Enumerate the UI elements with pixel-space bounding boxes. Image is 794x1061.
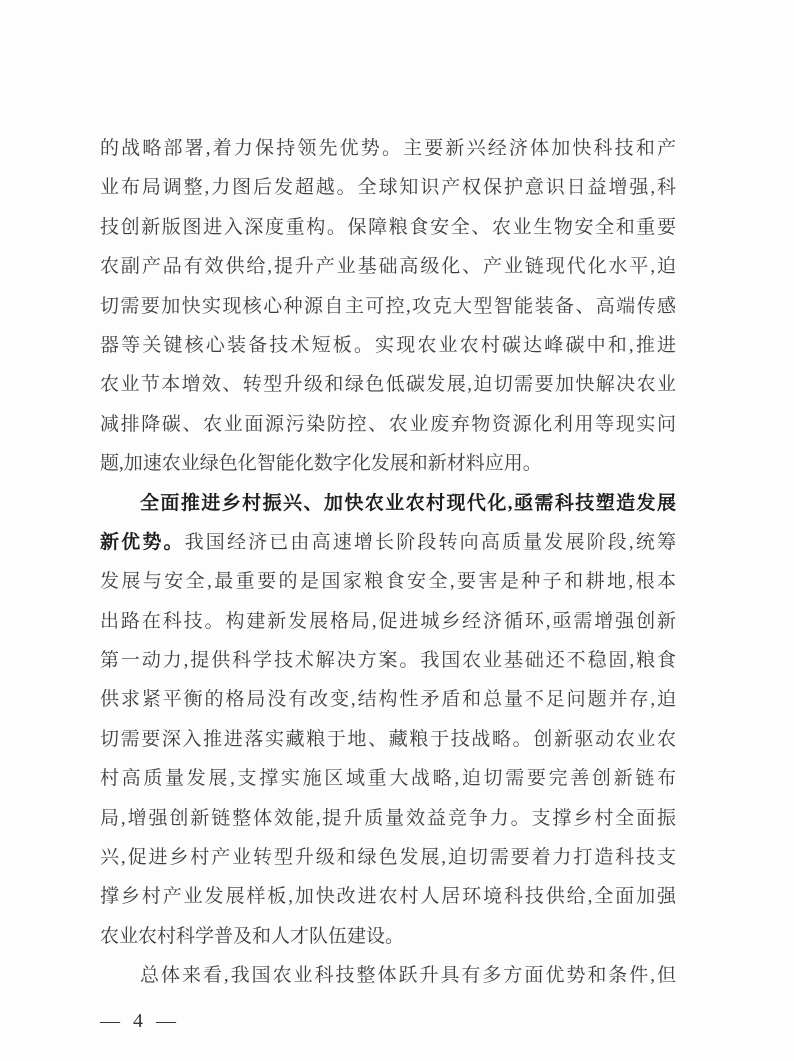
bold-text-segment: 全面推进乡村振兴、加快农业农村现代化,亟需科技塑造发展 xyxy=(140,492,676,514)
body-text-segment: 器等关键核心装备技术短板。实现农业农村碳达峰碳中和,推进 xyxy=(100,334,676,356)
text-line xyxy=(100,956,676,995)
body-text-segment: 出路在科技。构建新发展格局,促进城乡经济循环,亟需增强创新 xyxy=(100,610,676,632)
body-text-segment: 技创新版图进入深度重构。保障粮食安全、农业生物安全和重要 xyxy=(100,216,676,238)
text-line xyxy=(100,917,676,956)
body-text-segment: 我国经济已由高速增长阶段转向高质量发展阶段,统筹 xyxy=(184,531,676,553)
body-text-segment: 题,加速农业绿色化智能化数字化发展和新材料应用。 xyxy=(100,453,542,475)
body-text-segment: 切需要加快实现核心种源自主可控,攻克大型智能装备、高端传感 xyxy=(100,295,676,317)
text-line xyxy=(100,877,676,916)
text-line xyxy=(100,484,676,523)
body-text-segment: 总体来看,我国农业科技整体跃升具有多方面优势和条件,但 xyxy=(140,965,676,987)
text-line xyxy=(100,247,676,286)
text-line xyxy=(100,602,676,641)
body-text-segment: 的战略部署,着力保持领先优势。主要新兴经济体加快科技和产 xyxy=(100,138,676,159)
text-line xyxy=(100,326,676,365)
text-line xyxy=(100,838,676,877)
body-text-segment: 局,增强创新链整体效能,提升质量效益竞争力。支撑乡村全面振 xyxy=(100,807,676,829)
body-text-segment: 业布局调整,力图后发超越。全球知识产权保护意识日益增强,科 xyxy=(100,177,676,199)
text-line xyxy=(100,680,676,719)
bold-text-segment: 新优势。 xyxy=(100,531,185,553)
text-line xyxy=(100,129,676,168)
text-line xyxy=(100,365,676,404)
body-text-segment: 撑乡村产业发展样板,加快改进农村人居环境科技供给,全面加强 xyxy=(100,886,676,908)
text-line xyxy=(100,799,676,838)
body-text-segment: 兴,促进乡村产业转型升级和绿色发展,迫切需要着力打造科技支 xyxy=(100,847,676,869)
text-block xyxy=(100,129,676,996)
text-line xyxy=(100,720,676,759)
body-text-segment: 第一动力,提供科学技术解决方案。我国农业基础还不稳固,粮食 xyxy=(100,650,676,672)
text-line xyxy=(100,562,676,601)
text-line xyxy=(100,168,676,207)
body-text-segment: 发展与安全,最重要的是国家粮食安全,要害是种子和耕地,根本 xyxy=(100,571,676,593)
page-number: — 4 — xyxy=(100,1010,180,1032)
body-text-segment: 农业节本增效、转型升级和绿色低碳发展,迫切需要加快解决农业 xyxy=(100,374,676,396)
text-line xyxy=(100,523,676,562)
body-text-segment: 供求紧平衡的格局没有改变,结构性矛盾和总量不足问题并存,迫 xyxy=(100,689,676,711)
text-line xyxy=(100,641,676,680)
body-text-segment: 减排降碳、农业面源污染防控、农业废弃物资源化利用等现实问 xyxy=(100,413,676,435)
body-text-segment: 农业农村科学普及和人才队伍建设。 xyxy=(100,925,405,947)
body-text-segment: 切需要深入推进落实藏粮于地、藏粮于技战略。创新驱动农业农 xyxy=(100,728,676,750)
text-line xyxy=(100,405,676,444)
text-line xyxy=(100,208,676,247)
text-line xyxy=(100,444,676,483)
text-line xyxy=(100,287,676,326)
body-text-segment: 村高质量发展,支撑实施区域重大战略,迫切需要完善创新链布 xyxy=(100,768,676,790)
body-text-segment: 农副产品有效供给,提升产业基础高级化、产业链现代化水平,迫 xyxy=(100,256,676,278)
text-line xyxy=(100,759,676,798)
